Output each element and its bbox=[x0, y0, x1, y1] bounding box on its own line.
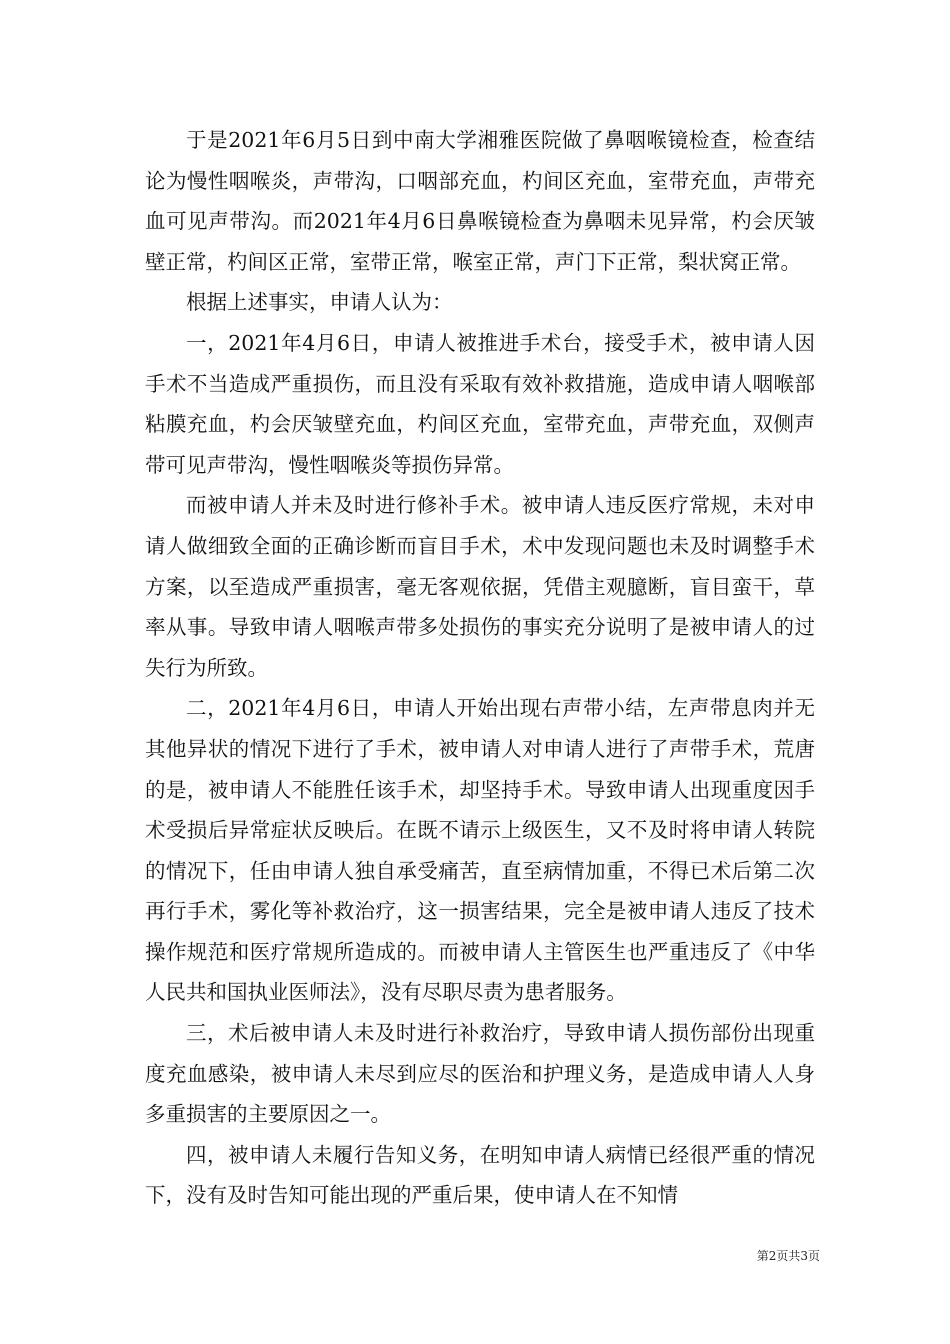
paragraph-point-two: 二，2021年4月6日，申请人开始出现右声带小结，左声带息肉并无其他异状的情况下进行了手术，被申请人对申请人进行了声带手术，荒唐的是，被申请人不能胜任该手术，却坚持手术。导致申请人出现重度因手术受损后异常症状反映后。在既不请示上级医生，又不及时将申请人转院的情况下，任由申请人独自承受痛苦，直至病情加重，不得已术后第二次再行手术，雾化等补救治疗，这一损害结果，完全是被申请人违反了技术操作规范和医疗常规所造成的。而被申请人主管医生也严重违反了《中华人民共和国执业医师法》，没有尽职尽责为患者服务。 bbox=[145, 696, 815, 1005]
paragraph-point-one: 一，2021年4月6日，申请人被推进手术台，接受手术，被申请人因手术不当造成严重损伤，而且没有采取有效补救措施，造成申请人咽喉部粘膜充血，杓会厌皱壁充血，杓间区充血，室带充血，声带充血，双侧声带可见声带沟，慢性咽喉炎等损伤异常。 bbox=[145, 330, 815, 477]
paragraph-exam-results: 于是2021年6月5日到中南大学湘雅医院做了鼻咽喉镜检查，检查结论为慢性咽喉炎，声带沟，口咽部充血，杓间区充血，室带充血，声带充血可见声带沟。而2021年4月6日鼻喉镜检查为鼻咽未见异常，杓会厌皱壁正常，杓间区正常，室带正常，喉室正常，声门下正常，梨状窝正常。 bbox=[145, 128, 815, 274]
document-body bbox=[145, 120, 815, 1216]
paragraph-claim-intro: 根据上述事实，申请人认为： bbox=[186, 290, 453, 315]
paragraph-point-one-continued: 而被申请人并未及时进行修补手术。被申请人违反医疗常规，未对申请人做细致全面的正确诊断而盲目手术，术中发现问题也未及时调整手术方案，以至造成严重损害，毫无客观依据，凭借主观臆断，盲目蛮干，草率从事。导致申请人咽喉声带多处损伤的事实充分说明了是被申请人的过失行为所致。 bbox=[145, 493, 815, 680]
page-number-footer: 第2页共3页 bbox=[756, 1249, 820, 1263]
paragraph-point-four: 四，被申请人未履行告知义务，在明知申请人病情已经很严重的情况下，没有及时告知可能出现的严重后果，使申请人在不知情 bbox=[145, 1142, 815, 1208]
paragraph-point-three: 三，术后被申请人未及时进行补救治疗，导致申请人损伤部份出现重度充血感染，被申请人未尽到应尽的医治和护理义务，是造成申请人人身多重损害的主要原因之一。 bbox=[145, 1021, 815, 1127]
